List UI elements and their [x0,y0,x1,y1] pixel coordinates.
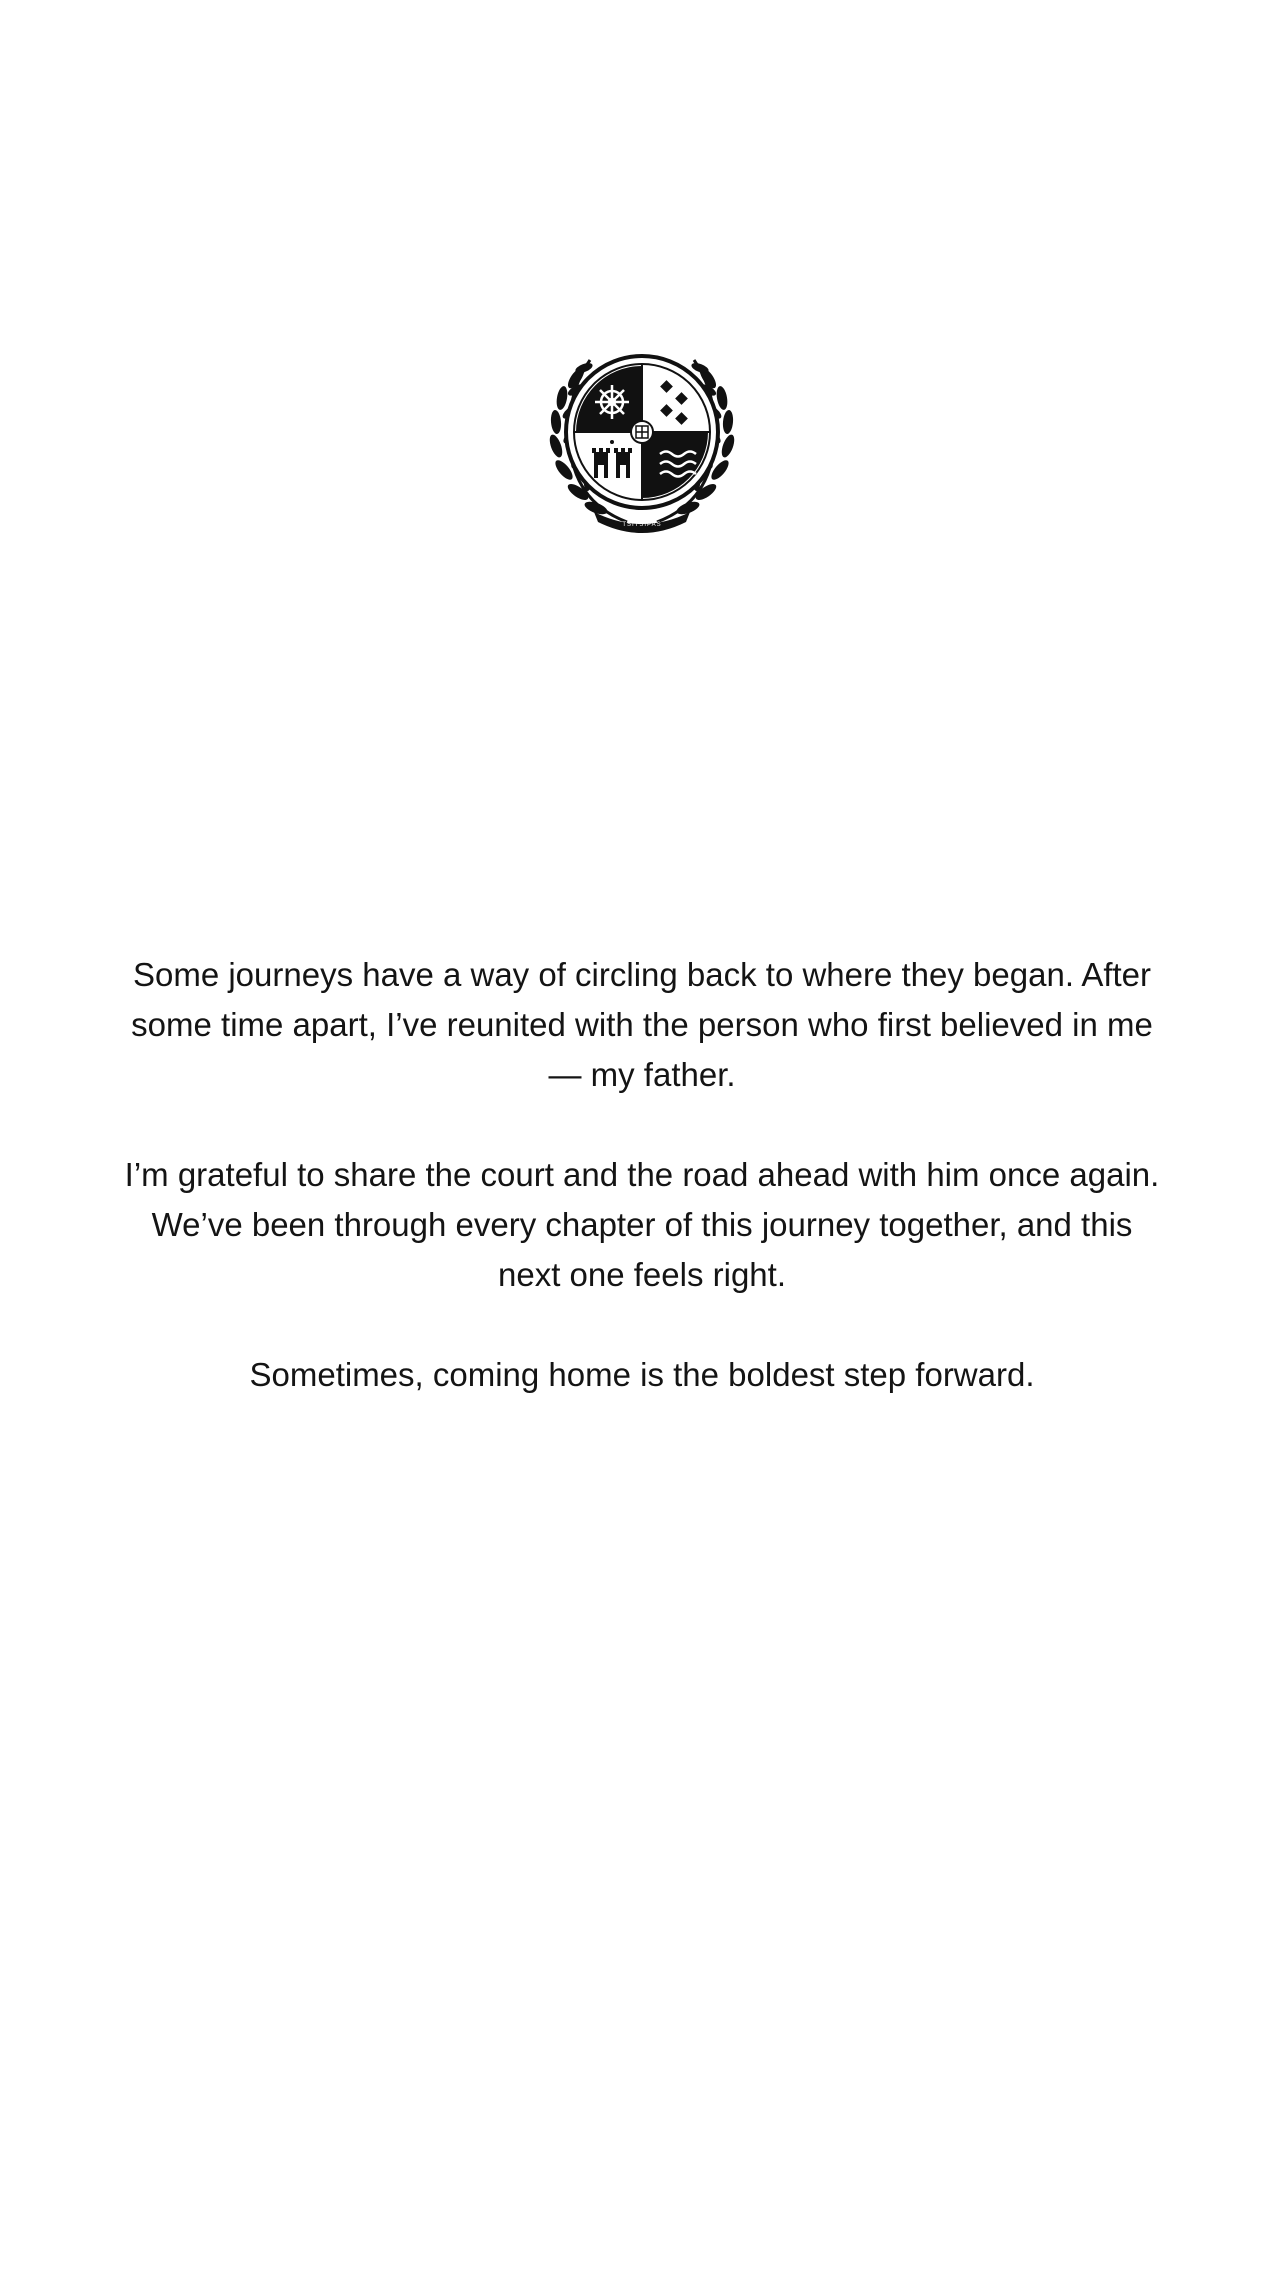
crest-icon [532,340,752,536]
statement-paragraph: Some journeys have a way of circling back to where they began. After some time apart, I’ve reunited with the person who first believed in me — my father. [131,956,1153,1093]
statement-paragraph: Sometimes, coming home is the boldest step forward. [249,1356,1035,1393]
statement-paragraph: I’m grateful to share the court and the road ahead with him once again. We’ve been through every chapter of this journey together, and this next one feels right. [124,1156,1160,1293]
ribbon-text: TSITSIPAS [622,522,662,528]
ship-wheel-icon [595,385,629,419]
family-crest-logo [532,340,752,536]
statement-text [120,950,1164,1400]
